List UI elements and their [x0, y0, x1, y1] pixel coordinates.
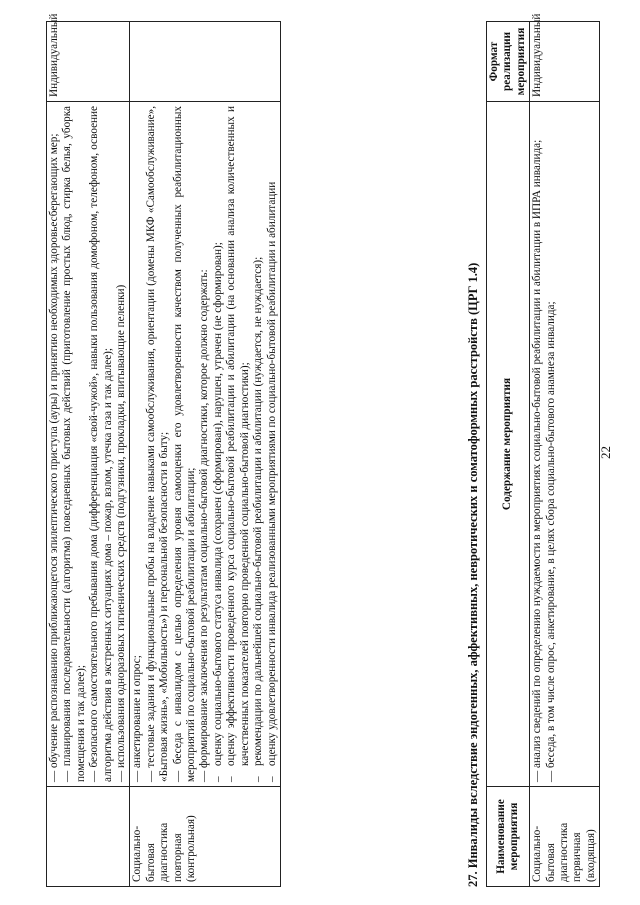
table-header-row — [487, 22, 530, 887]
activities-table — [486, 13, 600, 887]
activity-content-cell — [47, 102, 130, 787]
activity-name-cell: Социально-бытовая диагностика повторная (контрольная) — [130, 787, 280, 887]
header-activity-name: Наименование мероприятия — [487, 787, 530, 887]
table-row — [530, 22, 600, 887]
sub-list-item: – рекомендации по дальнейшей социально-бытовой реабилитации и абилитации (нуждается, не нуждается); — [252, 256, 265, 782]
section-title: 27. Инвалиды вследствие эндогенных, аффективных, невротических и соматоформных расстройств (ЦРГ 1.4) — [466, 262, 480, 887]
activity-content-cell — [530, 102, 600, 787]
sub-list-item: – оценку социально-бытового статуса инвалида (сохранен (сформирован), нарушен, утрачен (не сформирован); — [211, 242, 224, 782]
activity-format-cell: Индивидуальный — [530, 22, 600, 102]
page-number: 22 — [598, 446, 613, 459]
sub-list-item: – оценку эффективности проведенного курса социально-бытовой реабилитации и абилитации (на основании анализа количественных и качественных показателей повторно проведенной социально-бытовой диагностики); — [225, 106, 251, 782]
header-activity-content: Содержание мероприятия — [487, 102, 530, 787]
content-line: — беседа, в том числе опрос, анкетирование, в целях сбора социально-бытового анамнеза инвалида; — [544, 301, 557, 782]
activity-content-cell — [130, 102, 280, 787]
activity-format-cell: Индивидуальный — [47, 22, 130, 102]
content-line: — тестовые задания и функциональные пробы на владение навыками самообслуживания, ориентации (домены МКФ «Самообслуживание», «Бытовая жизнь», «Мобильность») и персональной безопасности в быту; — [144, 106, 171, 782]
content-line: — беседа с инвалидом с целью определения уровня самооценки его удовлетворенности качеством полученных реабилитационных мероприятий по социально-бытовой реабилитации и абилитации; — [171, 106, 198, 782]
header-activity-format: Формат реализации мероприятия — [487, 22, 530, 102]
activity-format-cell — [130, 22, 280, 102]
activity-name-cell — [47, 787, 130, 887]
content-line: — планирования последовательности (алгоритма) повседневных бытовых действий (приготовление простых блюд, стирка белья, уборка помещения и так далее); — [61, 106, 87, 782]
content-line: — формирование заключения по результатам социально-бытовой диагностики, которое должно содержать: — [198, 269, 211, 782]
table-row — [130, 22, 280, 887]
activity-name-cell: Социально-бытовая диагностика первичная (входящая) — [530, 787, 600, 887]
table-row — [47, 22, 130, 887]
content-line: — использования одноразовых гигиенических средств (подгузники, прокладки, впитывающие пеленки) — [115, 284, 128, 782]
sub-list-item: – оценку удовлетворенности инвалида реализованными мероприятиями по социально-бытовой реабилитации и абилитации — [265, 181, 278, 782]
content-line: — обучение распознаванию приближающегося эпилептического приступа (ауры) и принятию необходимых здоровьесберегающих мер; — [48, 133, 60, 782]
content-line: — безопасного самостоятельного пребывания дома (дифференциация «свой-чужой», навыки пользования домофоном, телефоном, освоение алгоритма действия в экстренных ситуациях дома – пожар, взлом, утечка газа и так далее); — [88, 106, 114, 782]
activities-table-continued — [46, 13, 281, 887]
content-line: — анализ сведений по определению нуждаемости в мероприятиях социально-бытовой реабилитации и абилитации в ИПРА инвалида; — [531, 139, 544, 782]
content-line: — анкетирование и опрос; — [131, 655, 144, 782]
